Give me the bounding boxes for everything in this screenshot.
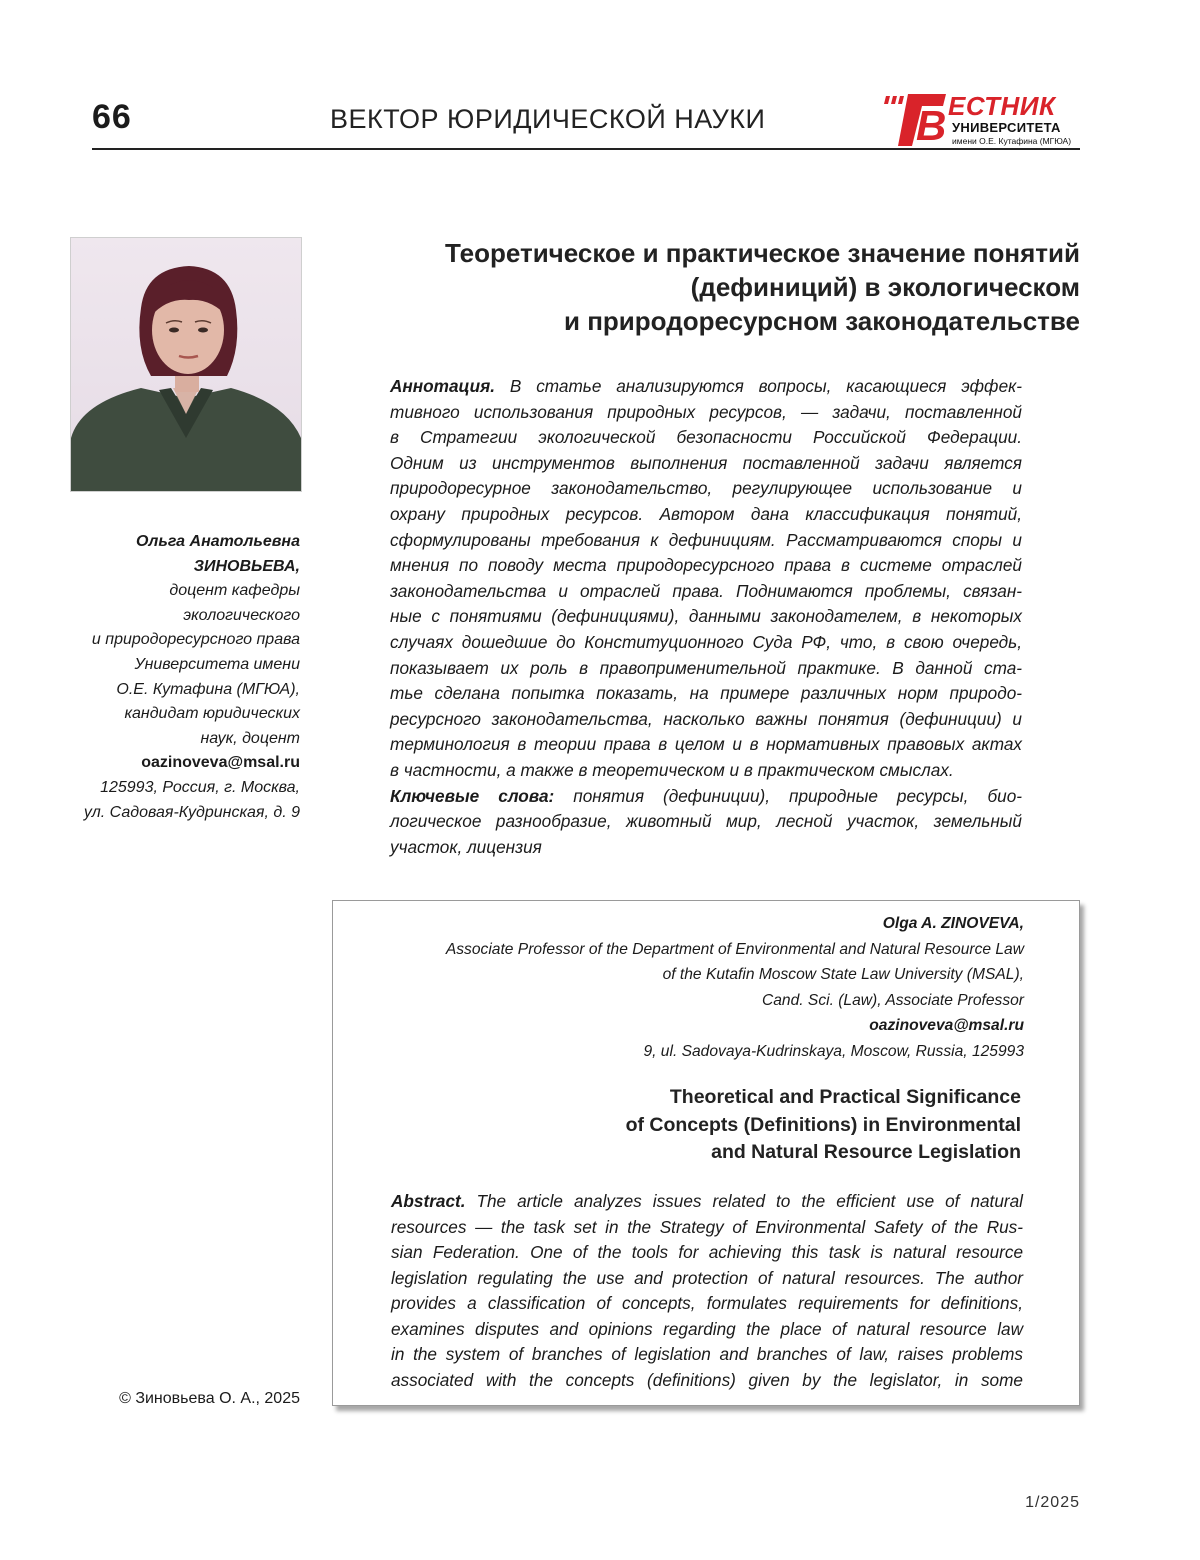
journal-section-title: ВЕКТОР ЮРИДИЧЕСКОЙ НАУКИ bbox=[330, 104, 765, 135]
annotation bbox=[390, 374, 1022, 860]
logo-word: ЕСТНИК bbox=[948, 91, 1055, 122]
annotation-line: законодательства и отраслей права. Поднимаются проблемы, связан- bbox=[390, 579, 1022, 605]
annotation-line: ные с понятиями (дефинициями), данными законодателем, в некоторых bbox=[390, 604, 1022, 630]
abstract-line: associated with the concepts (definitions) given by the legislator, in some bbox=[391, 1368, 1023, 1394]
english-title bbox=[626, 1084, 1021, 1167]
english-address: 9, ul. Sadovaya-Kudrinskaya, Moscow, Russia, 125993 bbox=[446, 1039, 1024, 1065]
logo-letter: В bbox=[916, 102, 946, 148]
english-abstract bbox=[391, 1189, 1023, 1393]
author-affiliation-line: доцент кафедры bbox=[40, 579, 300, 604]
abstract-line: resources — the task set in the Strategy of Environmental Safety of the Rus- bbox=[391, 1215, 1023, 1241]
abstract-line: provides a classification of concepts, formulates requirements for definitions, bbox=[391, 1291, 1023, 1317]
english-author-info bbox=[446, 911, 1024, 1065]
logo-caption: имени О.Е. Кутафина (МГЮА) bbox=[952, 136, 1071, 146]
author-affiliation-line: О.Е. Кутафина (МГЮА), bbox=[40, 678, 300, 703]
keywords-line: логическое разнообразие, животный мир, лесной участок, земельный bbox=[390, 809, 1022, 835]
author-affiliation-line: кандидат юридических bbox=[40, 702, 300, 727]
journal-logo-emblem bbox=[882, 90, 948, 148]
annotation-line: Одним из инструментов выполнения поставленной задачи является bbox=[390, 451, 1022, 477]
english-summary-box bbox=[332, 900, 1080, 1406]
english-affiliation-line: Associate Professor of the Department of Environmental and Natural Resource Law bbox=[446, 937, 1024, 963]
article-title-line: и природоресурсном законодательстве bbox=[330, 304, 1080, 338]
annotation-line: случаях дошедшие до Конституционного Суда РФ, что, в свою очередь, bbox=[390, 630, 1022, 656]
article-title bbox=[330, 236, 1080, 338]
abstract-line: sian Federation. One of the tools for achieving this task is natural resource bbox=[391, 1240, 1023, 1266]
english-author-name: Olga A. ZINOVEVA, bbox=[446, 911, 1024, 937]
english-affiliation-line: Cand. Sci. (Law), Associate Professor bbox=[446, 988, 1024, 1014]
author-photo bbox=[70, 237, 302, 492]
author-name: Ольга Анатольевна bbox=[40, 530, 300, 555]
page-number: 66 bbox=[92, 98, 132, 137]
logo-subtitle: УНИВЕРСИТЕТА bbox=[952, 120, 1061, 135]
annotation-line: терминология в теории права в целом и в нормативных правовых актах bbox=[390, 732, 1022, 758]
author-address-line: 125993, Россия, г. Москва, bbox=[40, 776, 300, 801]
abstract-line: examines disputes and opinions regarding the place of natural resource law bbox=[391, 1317, 1023, 1343]
english-email[interactable]: oazinoveva@msal.ru bbox=[446, 1013, 1024, 1039]
journal-logo bbox=[882, 90, 1082, 148]
keywords-line: участок, лицензия bbox=[390, 835, 1022, 861]
english-affiliation-line: of the Kutafin Moscow State Law University (MSAL), bbox=[446, 962, 1024, 988]
article-title-line: Теоретическое и практическое значение понятий bbox=[330, 236, 1080, 270]
author-surname: ЗИНОВЬЕВА, bbox=[40, 555, 300, 580]
abstract-line: Abstract. The article analyzes issues related to the efficient use of natural bbox=[391, 1189, 1023, 1215]
english-title-line: and Natural Resource Legislation bbox=[626, 1139, 1021, 1167]
keywords-line: Ключевые слова: понятия (дефиниции), природные ресурсы, био- bbox=[390, 784, 1022, 810]
annotation-line: тье сделана попытка показать, на примере различных норм природо- bbox=[390, 681, 1022, 707]
annotation-line: показывает их роль в правоприменительной практике. В данной ста- bbox=[390, 656, 1022, 682]
copyright: © Зиновьева О. А., 2025 bbox=[100, 1390, 300, 1408]
annotation-line: ресурсного законодательства, насколько важны понятия (дефиниции) и bbox=[390, 707, 1022, 733]
article-title-line: (дефиниций) в экологическом bbox=[330, 270, 1080, 304]
annotation-line: природоресурное законодательство, регулирующее использование и bbox=[390, 476, 1022, 502]
annotation-line: Аннотация. В статье анализируются вопросы, касающиеся эффек- bbox=[390, 374, 1022, 400]
author-affiliation-line: и природоресурсного права bbox=[40, 628, 300, 653]
author-affiliation-line: экологического bbox=[40, 604, 300, 629]
author-address-line: ул. Садовая-Кудринская, д. 9 bbox=[40, 801, 300, 826]
annotation-line: в частности, а также в теоретическом и в практическом смыслах. bbox=[390, 758, 1022, 784]
annotation-line: охрану природных ресурсов. Автором дана классификация понятий, bbox=[390, 502, 1022, 528]
annotation-line: сформулированы требования к дефинициям. Рассматриваются споры и bbox=[390, 528, 1022, 554]
english-title-line: of Concepts (Definitions) in Environmental bbox=[626, 1112, 1021, 1140]
header-divider bbox=[92, 148, 1080, 150]
author-affiliation-line: наук, доцент bbox=[40, 727, 300, 752]
abstract-label: Abstract. bbox=[391, 1191, 466, 1211]
annotation-label: Аннотация. bbox=[390, 376, 495, 396]
english-title-line: Theoretical and Practical Significance bbox=[626, 1084, 1021, 1112]
author-affiliation-line: Университета имени bbox=[40, 653, 300, 678]
author-info bbox=[40, 530, 300, 825]
abstract-line: legislation regulating the use and protection of natural resources. The author bbox=[391, 1266, 1023, 1292]
author-email[interactable]: oazinoveva@msal.ru bbox=[40, 751, 300, 776]
annotation-line: тивного использования природных ресурсов, — задачи, поставленной bbox=[390, 400, 1022, 426]
issue-number: 1/2025 bbox=[980, 1494, 1080, 1512]
keywords-label: Ключевые слова: bbox=[390, 786, 554, 806]
annotation-line: в Стратегии экологической безопасности Российской Федерации. bbox=[390, 425, 1022, 451]
annotation-line: мнения по поводу места природоресурсного права в системе отраслей bbox=[390, 553, 1022, 579]
abstract-line: in the system of branches of legislation and branches of law, raises problems bbox=[391, 1342, 1023, 1368]
